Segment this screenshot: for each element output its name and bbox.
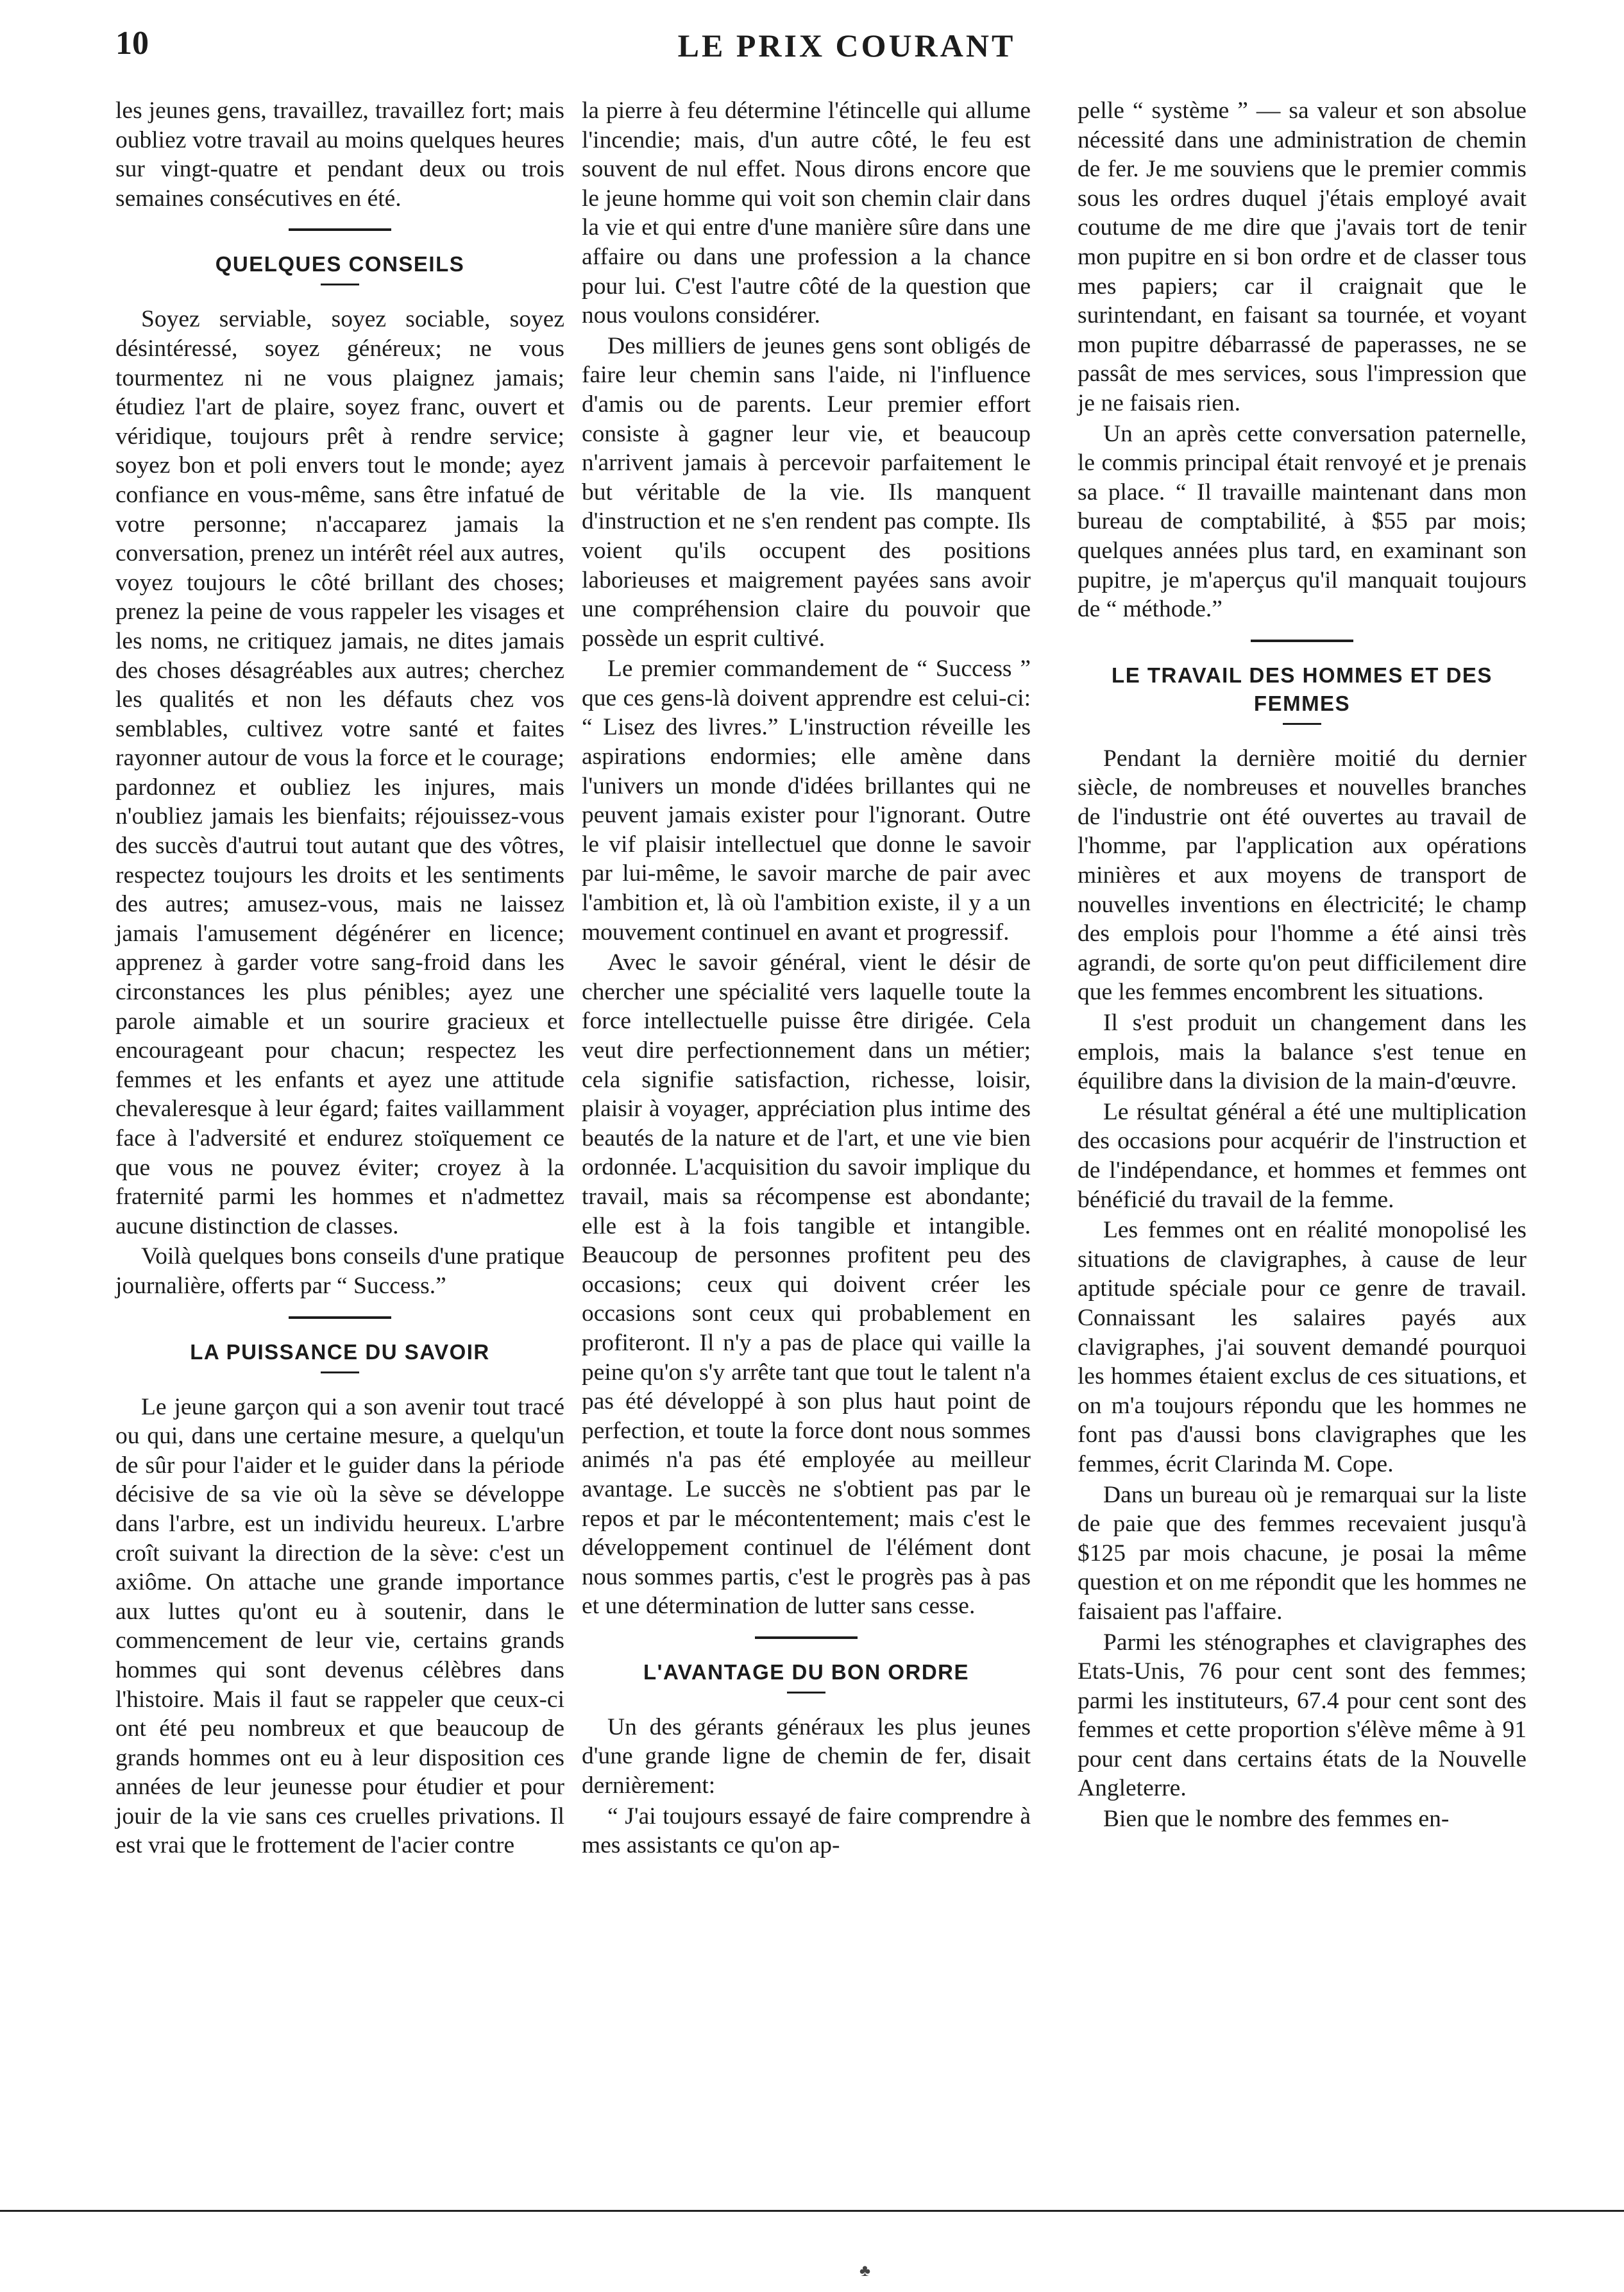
paragraph: la pierre à feu détermine l'étincelle qui allume l'incendie; mais, d'un autre côté, le feu est souvent de nul effet. Nous dirons encore que le jeune homme qui voit son chemin clair dans la vie et qui entre d'une manière sûre dans une affaire ou dans une profession a la chance pour lui. C'est l'autre côté de la question que nous voulons considérer. [582, 98, 1031, 329]
section-title: QUELQUES CONSEILS [215, 252, 465, 276]
text-column-3 [1078, 96, 1527, 1835]
section-rule [289, 1316, 391, 1319]
paragraph: Dans un bureau où je remarquai sur la liste de paie que des femmes recevaient jusqu'à $125 par mois chacune, je posai la même question et on me répondit que les hommes ne faisaient pas l'affaire. [1078, 1481, 1527, 1625]
section-rule [289, 228, 391, 231]
text-column-2 [582, 96, 1031, 1862]
bottom-rule [0, 2210, 1624, 2212]
paragraph: les jeunes gens, travaillez, travaillez fort; mais oubliez votre travail au moins quelques heures sur vingt-quatre et pendant deux ou trois semaines consécutives en été. [115, 98, 564, 212]
section-title: L'AVANTAGE DU BON ORDRE [643, 1660, 969, 1684]
section-rule [1251, 640, 1353, 642]
section-title: LE TRAVAIL DES HOMMES ET DES FEMMES [1112, 663, 1493, 715]
paragraph: Des milliers de jeunes gens sont obligés de faire leur chemin sans l'aide, ni l'influence d'amis ou de parents. Leur premier effort consiste à gagner leur vie, et beaucoup n'arrivent jamais à percevoir parfaitement le but véritable de la vie. Ils manquent d'instruction et ne s'en rendent pas compte. Ils voient qu'ils occupent des positions laborieuses et maigrement payées sans avoir une compréhension claire du pouvoir que possède un esprit cultivé. [582, 332, 1031, 652]
section-title-dash [321, 284, 359, 285]
page-header [115, 13, 1578, 90]
paragraph: “ J'ai toujours essayé de faire comprendre à mes assistants ce qu'on ap- [582, 1803, 1031, 1859]
paragraph: Avec le savoir général, vient le désir de chercher une spécialité vers laquelle toute la force intellectuelle puisse être dirigée. Cela veut dire perfectionnement dans un métier; cela signifie satisfaction, richesse, loisir, plaisir à voyager, appréciation plus intime des beautés de la nature et de l'art, et une vie bien ordonnée. L'acquisition du savoir implique du travail, mais sa récompense est abondante; elle est à la fois tangible et intangible. Beaucoup de personnes profitent peu des occasions; ceux qui doivent créer les occasions sont ceux qui probablement en profiteront. Il n'y a pas de place qui vaille la peine qu'on s'y arrête tant que tout le talent n'a pas été développé à son plus haut point de perfection, et toute la force dont nous sommes animés n'a pas été employée au meilleur avantage. Le succès ne s'obtient pas par le repos et par le mécontentement; mais c'est le développement continuel de l'élément dont nous sommes partis, c'est le progrès pas à pas et une détermination de lutter sans cesse. [582, 949, 1031, 1620]
text-column-1 [115, 96, 564, 1862]
paragraph: Un des gérants généraux les plus jeunes d'une grande ligne de chemin de fer, disait dernièrement: [582, 1713, 1031, 1799]
paragraph: Soyez serviable, soyez sociable, soyez désintéressé, soyez généreux; ne vous tourmentez ni ne vous plaignez jamais; étudiez l'art de plaire, soyez franc, ouvert et véridique, toujours prêt à rendre service; soyez bon et poli envers tout le monde; ayez confiance en vous-même, sans être infatué de votre personne; n'accaparez jamais la conversation, prenez un intérêt réel aux autres, voyez toujours le côté brillant des choses; prenez la peine de vous rappeler les visages et les noms, ne critiquez jamais, ne dites jamais des choses désagréables aux autres; cherchez les qualités et non les défauts chez vos semblables, cultivez votre santé et faites rayonner autour de vous la force et le courage; pardonnez et oubliez les injures, mais n'oubliez jamais les bienfaits; réjouissez-vous des succès d'autrui tout autant que des vôtres, respectez toujours les droits et les sentiments des autres; amusez-vous, mais ne laissez jamais l'amusement dégénérer en licence; apprenez à garder votre sang-froid dans les circonstances les plus pénibles; ayez une parole aimable et un sourire gracieux et encourageant pour chacun; respectez les femmes et les enfants et ayez une attitude chevaleresque à leur égard; faites vaillamment face à l'adversité et endurez stoïquement ce que vous ne pouvez éviter; croyez à la fraternité parmi les hommes et n'admettez aucune distinction de classes. [115, 306, 564, 1239]
section-title-dash [321, 1371, 359, 1373]
paragraph: Il s'est produit un changement dans les emplois, mais la balance s'est tenue en équilibre dans la division de la main-d'œuvre. [1078, 1010, 1527, 1095]
paragraph: Le jeune garçon qui a son avenir tout tracé ou qui, dans une certaine mesure, a quelqu'un de sûr pour l'aider et le guider dans la période décisive de sa vie où la sève se développe dans l'arbre, est un individu heureux. L'arbre croît suivant la direction de la sève: c'est un axiôme. On attache une grande importance aux luttes qu'ont eu à soutenir, dans le commencement de leur vie, certains grands hommes qui sont devenus célèbres dans l'histoire. Mais il faut se rappeler que ceux-ci ont été peu nombreux et que beaucoup de grands hommes ont eu à leur disposition ces années de leur jeunesse pour étudier et pour jouir de la vie sans ces cruelles privations. Il est vrai que le frottement de l'acier contre [115, 1393, 564, 1859]
paragraph: Le résultat général a été une multiplication des occasions pour acquérir de l'instruction et de l'indépendance, et hommes et femmes ont bénéficié du travail de la femme. [1078, 1098, 1527, 1213]
paragraph: Voilà quelques bons conseils d'une pratique journalière, offerts par “ Success.” [115, 1243, 564, 1299]
printer-mark: ♣ [859, 2261, 871, 2280]
section-title: LA PUISSANCE DU SAVOIR [190, 1339, 490, 1364]
section-rule [755, 1636, 858, 1639]
paragraph: pelle “ système ” — sa valeur et son absolue nécessité dans une administration de chemin de fer. Je me souviens que le premier commis sous les ordres duquel j'étais employé avait coutume de me dire que j'avais tort de tenir mon pupitre en si bon ordre et de classer tous mes papiers; car il craignait que le surintendant, en faisant sa tournée, et voyant mon pupitre débarrassé de paperasses, ne se passât de mes services, sous l'impression que je ne faisais rien. [1078, 98, 1527, 416]
running-title: LE PRIX COURANT [677, 28, 1016, 64]
section-title-dash [787, 1692, 825, 1694]
paragraph: Un an après cette conversation paternelle, le commis principal était renvoyé et je prenais sa place. “ Il travaille maintenant dans mon bureau de comptabilité, à $55 par mois; quelques années plus tard, en examinant son pupitre, je m'aperçus qu'il manquait toujours de “ méthode.” [1078, 420, 1527, 623]
section-title-dash [1283, 723, 1321, 725]
paragraph: Le premier commandement de “ Success ” que ces gens-là doivent apprendre est celui-ci: “ Lisez des livres.” L'instruction réveille les aspirations endormies; elle amène dans l'univers un monde d'idées brillantes qui ne peuvent jamais exister pour l'ignorant. Outre le vif plaisir intellectuel que donne le savoir par lui-même, le savoir marche de pair avec l'ambition et, là où l'ambition existe, il y a un mouvement continuel en avant et progressif. [582, 656, 1031, 946]
page-number: 10 [115, 25, 149, 62]
paragraph: Pendant la dernière moitié du dernier siècle, de nombreuses et nouvelles branches de l'industrie ont été ouvertes au travail de l'homme, par l'application aux opérations minières et aux moyens de transport de nouvelles inventions en électricité; le champ des emplois pour l'homme a été ainsi très agrandi, de sorte qu'on peut difficilement dire que les femmes encombrent les situations. [1078, 745, 1527, 1006]
paragraph: Parmi les sténographes et clavigraphes des Etats-Unis, 76 pour cent sont des femmes; parmi les instituteurs, 67.4 pour cent sont des femmes et cette proportion s'élève même à 91 pour cent dans certains états de la Nouvelle Angleterre. [1078, 1629, 1527, 1802]
paragraph: Bien que le nombre des femmes en- [1103, 1806, 1450, 1833]
paragraph: Les femmes ont en réalité monopolisé les situations de clavigraphes, à cause de leur aptitude spéciale pour ce genre de travail. Connaissant les salaires payés aux clavigraphes, j'ai souvent demandé pourquoi les hommes étaient exclus de ces situations, et on m'a toujours répondu que les hommes ne font pas d'aussi bons clavigraphes que les femmes, écrit Clarinda M. Cope. [1078, 1217, 1527, 1477]
